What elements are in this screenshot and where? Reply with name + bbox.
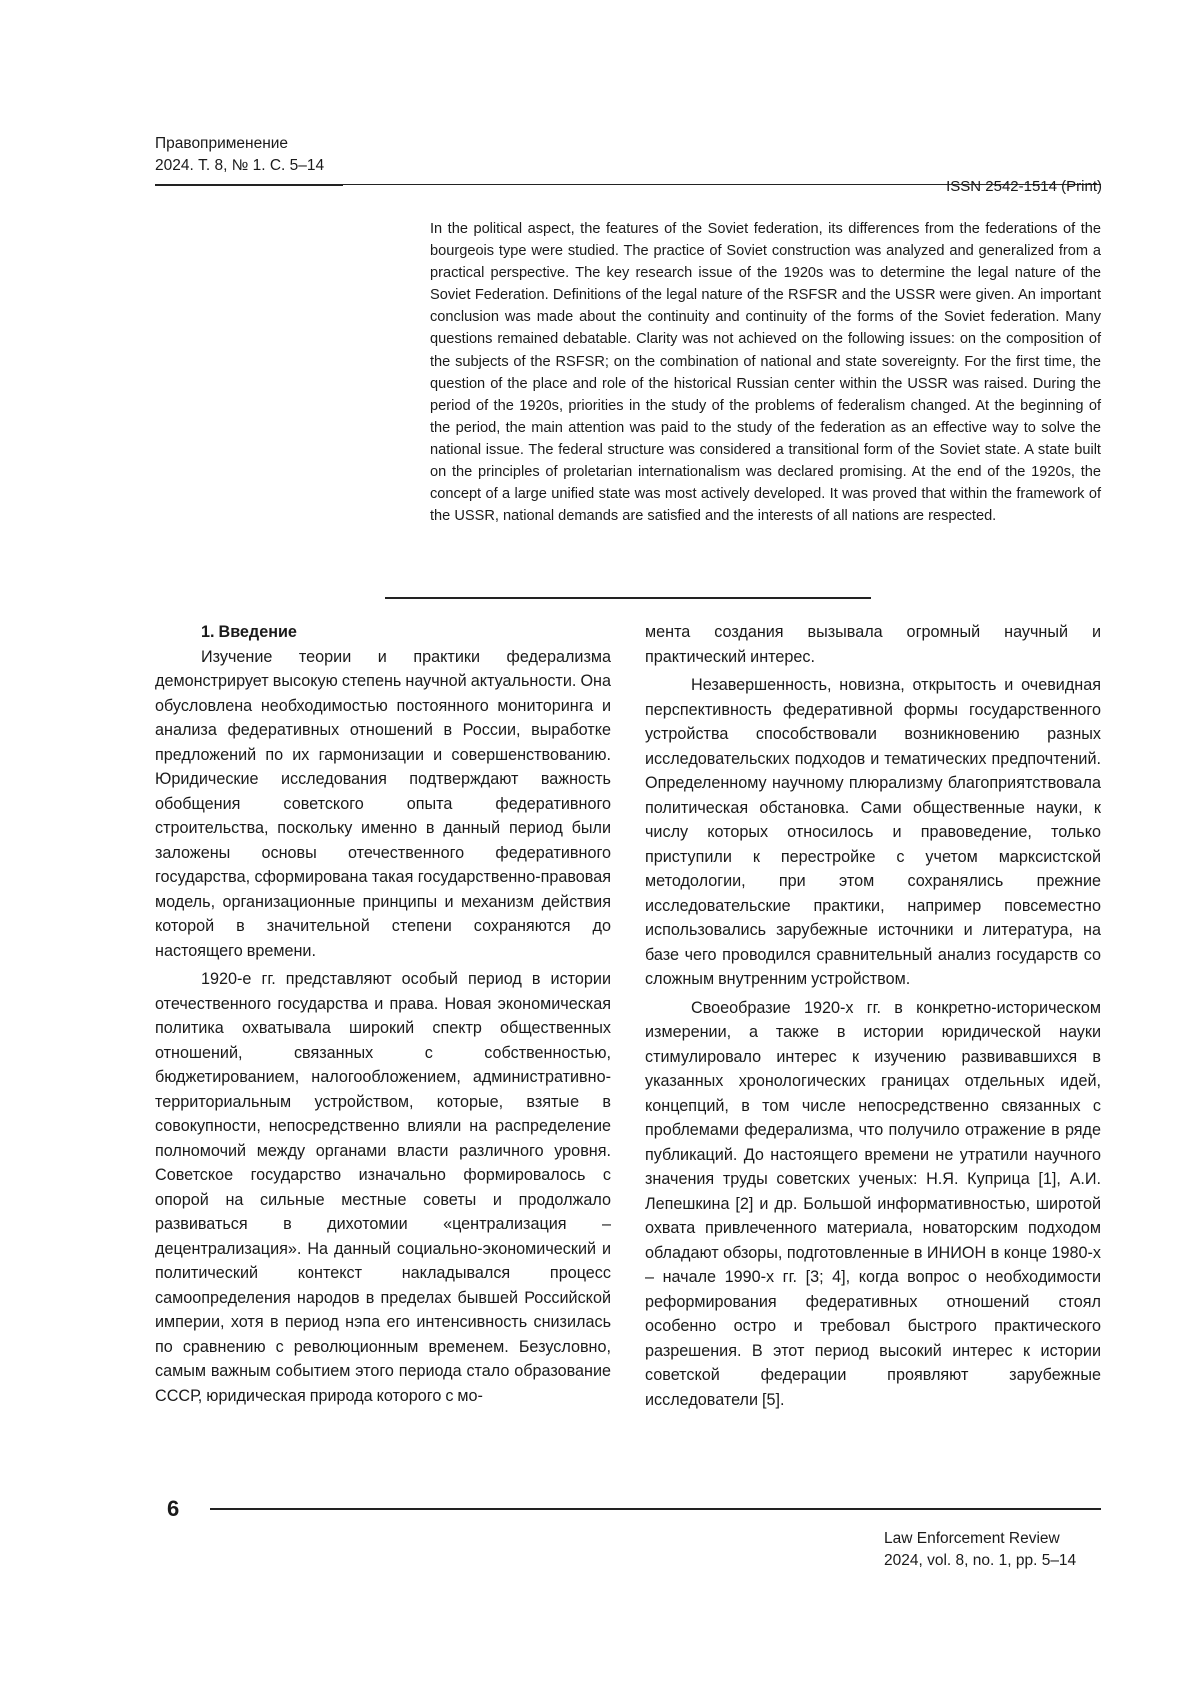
left-column — [155, 620, 611, 1408]
paragraph: Изучение теории и практики федерализма демонстрирует высокую степень научной актуальности. Она обусловлена необходимостью постоянного мониторинга и анализа федеративных отношений в России, выработке предложений по их гармонизации и совершенствованию. Юридические исследования подтверждают важность обобщения советского опыта федеративного строительства, поскольку именно в данный период были заложены основы отечественного федеративного государства, сформирована такая государственно-правовая модель, организационные принципы и механизм действия которой в значительной степени сохраняются до настоящего времени. — [155, 647, 611, 960]
journal-citation-en: 2024, vol. 8, no. 1, pp. 5–14 — [884, 1552, 1077, 1569]
paragraph: 1920-е гг. представляют особый период в истории отечественного государства и права. Новая экономическая политика охватывала широкий спектр общественных отношений, связанных с собственностью, бюджетированием, налогообложением, административно-территориальным устройством, которые, взятые в совокупности, непосредственно влияли на распределение полномочий между органами власти различного уровня. Советское государство изначально формировалось с опорой на сильные местные советы и продолжало развиваться в дихотомии «централизация – децентрализация». На данный социально-экономический и политический контекст накладывался процесс самоопределения народов в пределах бывшей Российской империи, хотя в период нэпа его интенсивность снизилась по сравнению с революционным временем. Безусловно, самым важным событием этого периода стало образование СССР, юридическая природа которого с мо- — [155, 970, 611, 1405]
abstract — [430, 218, 1101, 527]
section-heading: 1. Введение — [201, 623, 297, 641]
page-number: 6 — [167, 1496, 180, 1521]
running-header — [155, 133, 324, 177]
journal-citation: 2024. Т. 8, № 1. С. 5–14 — [155, 157, 325, 174]
paragraph: Незавершенность, новизна, открытость и очевидная перспективность федеративной формы государственного устройства способствовали возникновению разных исследовательских подходов и тематических предпочтений. Определенному научному плюрализму благоприятствовала политическая обстановка. Сами общественные науки, к числу которых относилось и правоведение, только приступили к перестройке с учетом марксистской методологии, при этом сохранялись прежние исследовательские практики, например повсеместно использовались зарубежные источники и литература, на базе чего проводился сравнительный анализ государств со сложным внутренним устройством. — [645, 676, 1101, 988]
abstract-divider — [385, 597, 871, 599]
issn-label: ISSN 2542-1514 (Print) — [946, 178, 1102, 195]
right-column — [645, 620, 1101, 1412]
journal-title-en: Law Enforcement Review — [884, 1530, 1060, 1547]
footer-rule — [210, 1508, 1101, 1510]
journal-title: Правоприменение — [155, 135, 289, 152]
abstract-text: In the political aspect, the features of the Soviet federation, its differences from the federations of the bourgeois type were studied. The practice of Soviet construction was analyzed and generalized from a practical perspective. The key research issue of the 1920s was to determine the legal nature of the Soviet Federation. Definitions of the legal nature of the RSFSR and the USSR were given. An important conclusion was made about the continuity and continuity of the forms of the Soviet federation. Many questions remained debatable. Clarity was not achieved on the following issues: on the composition of the subjects of the RSFSR; on the combination of national and state sovereignty. For the first time, the question of the place and role of the historical Russian center within the USSR was raised. During the period of the 1920s, priorities in the study of the problems of federalism changed. At the beginning of the period, the main attention was paid to the study of the federation as an effective way to solve the national issue. The federal structure was considered a transitional form of the Soviet state. A state built on the principles of proletarian internationalism was declared promising. At the end of the 1920s, the concept of a large unified state was most actively developed. It was proved that within the framework of the USSR, national demands are satisfied and the interests of all nations are respected. — [430, 221, 1101, 525]
header-rule-bold — [155, 184, 343, 186]
paragraph: Своеобразие 1920-х гг. в конкретно-историческом измерении, а также в истории юридической науки стимулировало интерес к изучению развивавшихся в указанных хронологических границах отдельных идей, концепций, в том числе непосредственно связанных с проблемами федерализма, что получило отражение в ряде публикаций. До настоящего времени не утратили научного значения труды советских ученых: Н.Я. Куприца [1], А.И. Лепешкина [2] и др. Большой информативностью, широтой охвата привлеченного материала, новаторским подходом обладают обзоры, подготовленные в ИНИОН в конце 1980-х – начале 1990-х гг. [3; 4], когда вопрос о необходимости реформирования федеративных отношений стоял особенно остро и требовал быстрого практического разрешения. В этот период высокий интерес к истории советской федерации проявляют зарубежные исследователи [5]. — [645, 998, 1101, 1409]
running-footer — [884, 1528, 1076, 1572]
paragraph-continuation: мента создания вызывала огромный научный и практический интерес. — [645, 623, 1101, 666]
